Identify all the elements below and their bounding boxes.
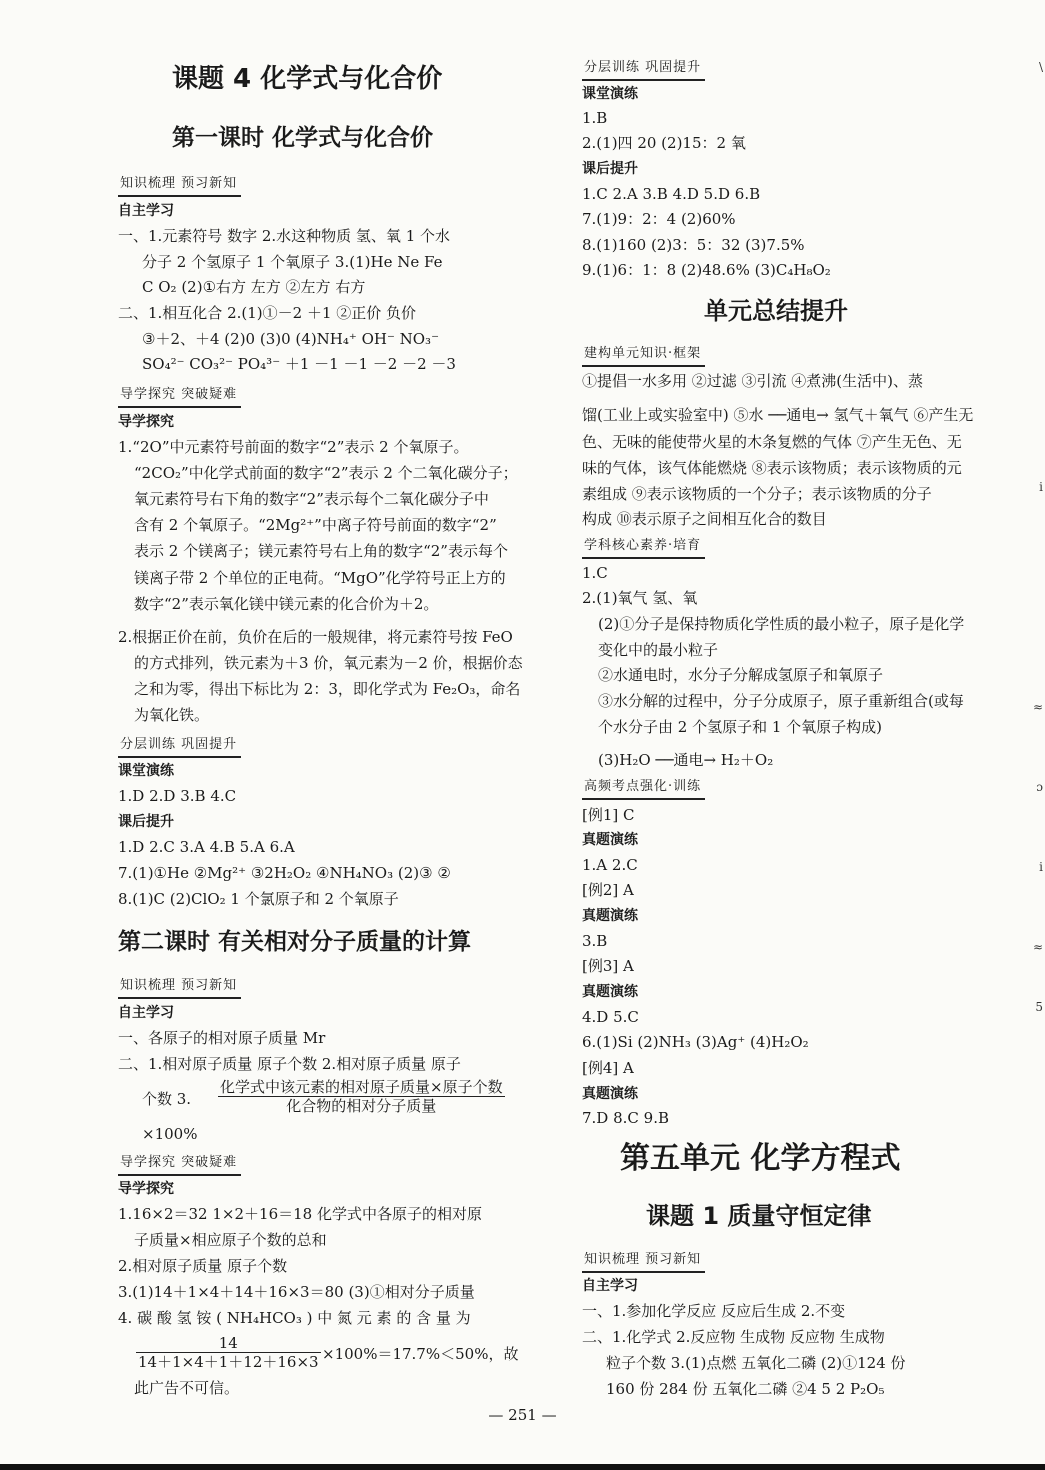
text-line: 1.B [582,109,608,127]
bottom-edge-bar [0,1464,1045,1470]
text-line: 此广告不可信。 [134,1379,240,1397]
text-line: 4. 碳 酸 氢 铵 ( NH₄HCO₃ ) 中 氮 元 素 的 含 量 为 [118,1309,471,1327]
subsection-heading: 自主学习 [582,1278,638,1294]
subsection-heading: 真题演练 [582,832,638,848]
text-line: 2.根据正价在前，负价在后的一般规律，将元素符号按 FeO [118,628,513,646]
text-line: [例4] A [582,1059,634,1077]
text-line: 7.(1)①He ②Mg²⁺ ③2H₂O₂ ④NH₄NO₃ (2)③ ② [118,864,451,882]
section-tag: 导学探究 突破疑难 [118,1153,241,1176]
subsection-heading: 导学探究 [118,1181,174,1197]
fraction [136,1334,321,1371]
text-line: 个数 3. [142,1090,192,1108]
text-line: 1.A 2.C [582,856,638,874]
text-line: 8.(1)C (2)ClO₂ 1 个氯原子和 2 个氧原子 [118,890,399,908]
text-line: 为氧化铁。 [134,706,210,724]
text-line: 一、1.元素符号 数字 2.水这种物质 氢、氧 1 个水 [118,227,451,245]
text-line: 1.C 2.A 3.B 4.D 5.D 6.B [582,185,761,203]
subsection-heading: 真题演练 [582,908,638,924]
text-line: 7.(1)9：2：4 (2)60% [582,210,736,228]
text-line: 2.相对原子质量 原子个数 [118,1257,288,1275]
text-line: 表示 2 个镁离子；镁元素符号右上角的数字“2”表示每个 [134,542,508,560]
text-line: 味的气体，该气体能燃烧 ⑧表示该物质；表示该物质的元 [582,459,962,477]
text-line: 数字“2”表示氧化镁中镁元素的化合价为＋2。 [134,595,439,613]
text-line: 馏(工业上或实验室中) ⑤水 ──通电→ 氢气＋氧气 ⑥产生无 [582,406,974,424]
text-line: 9.(1)6：1：8 (2)48.6% (3)C₄H₈O₂ [582,261,831,279]
text-line: 二、1.相对原子质量 原子个数 2.相对原子质量 原子 [118,1055,461,1073]
text-line: [例2] A [582,881,634,899]
text-line: ③水分解的过程中，分子分成原子，原子重新组合(或每 [598,692,964,710]
section-tag: 知识梳理 预习新知 [582,1250,705,1273]
text-line: 160 份 284 份 五氧化二磷 ②4 5 2 P₂O₅ [606,1380,885,1398]
heading: 课题 1 质量守恒定律 [646,1202,872,1230]
text-line: 子质量×相应原子个数的总和 [134,1231,327,1249]
text-line: 3.(1)14＋1×4＋14＋16×3＝80 (3)①相对分子质量 [118,1283,475,1301]
text-line: 个水分子由 2 个氢原子和 1 个氧原子构成) [598,718,883,736]
section-tag: 分层训练 巩固提升 [582,58,705,81]
heading: 单元总结提升 [704,297,848,325]
text-line: 色、无味的能使带火星的木条复燃的气体 ⑦产生无色、无 [582,433,962,451]
text-line: [例1] C [582,806,635,824]
text-line: 6.(1)Si (2)NH₃ (3)Ag⁺ (4)H₂O₂ [582,1033,809,1051]
text-line: (2)①分子是保持物质化学性质的最小粒子，原子是化学 [598,615,965,633]
text-line: ×100%＝17.7%＜50%，故 [322,1345,519,1363]
subsection-heading: 自主学习 [118,203,174,219]
text-line: ①提倡一水多用 ②过滤 ③引流 ④煮沸(生活中)、蒸 [582,372,924,390]
text-line: ③＋2、＋4 (2)0 (3)0 (4)NH₄⁺ OH⁻ NO₃⁻ [142,330,439,348]
text-line: C O₂ (2)①右方 左方 ②左方 右方 [142,278,366,296]
section-tag: 知识梳理 预习新知 [118,976,241,999]
text-line: 的方式排列，铁元素为＋3 价，氧元素为－2 价，根据价态 [134,654,523,672]
section-tag: 分层训练 巩固提升 [118,735,241,758]
subsection-heading: 导学探究 [118,414,174,430]
subsection-heading: 真题演练 [582,984,638,1000]
fraction-denominator: 化合物的相对分子质量 [286,1097,437,1115]
section-tag: 知识梳理 预习新知 [118,174,241,197]
page-number: — 251 — [488,1406,557,1424]
text-line: SO₄²⁻ CO₃²⁻ PO₄³⁻ ＋1 －1 －1 －2 －2 －3 [142,355,456,373]
fraction-numerator: 化学式中该元素的相对原子质量×原子个数 [220,1078,503,1096]
subsection-heading: 课堂演练 [118,763,174,779]
text-line: 镁离子带 2 个单位的正电荷。“MgO”化学符号正上方的 [134,569,506,587]
section-tag: 学科核心素养·培育 [582,536,705,559]
heading: 第二课时 有关相对分子质量的计算 [118,929,472,955]
text-line: 之和为零，得出下标比为 2：3，即化学式为 Fe₂O₃，命名 [134,680,521,698]
text-line: 1.16×2＝32 1×2＋16＝18 化学式中各原子的相对原 [118,1205,482,1223]
fraction-denominator: 14＋1×4＋1＋12＋16×3 [138,1353,319,1371]
text-line: 3.B [582,932,608,950]
section-tag: 建构单元知识·框架 [582,344,705,367]
text-line: 1.D 2.D 3.B 4.C [118,787,237,805]
text-line: ×100% [142,1125,198,1143]
text-line: 含有 2 个氧原子。“2Mg²⁺”中离子符号前面的数字“2” [134,516,497,534]
text-line: 4.D 5.C [582,1008,639,1026]
text-line: 氧元素符号右下角的数字“2”表示每个二氧化碳分子中 [134,490,489,508]
heading: 课题 4 化学式与化合价 [172,64,443,94]
section-tag: 导学探究 突破疑难 [118,385,241,408]
text-line: 一、1.参加化学反应 反应后生成 2.不变 [582,1302,846,1320]
text-line: 构成 ⑩表示原子之间相互化合的数目 [582,510,827,528]
text-line: 1.D 2.C 3.A 4.B 5.A 6.A [118,838,295,856]
text-line: 粒子个数 3.(1)点燃 五氧化二磷 (2)①124 份 [606,1354,906,1372]
subsection-heading: 课堂演练 [582,86,638,102]
text-line: 2.(1)氧气 氢、氧 [582,589,698,607]
heading: 第五单元 化学方程式 [620,1141,901,1176]
text-line: ②水通电时，水分子分解成氢原子和氧原子 [598,666,884,684]
text-line: 7.D 8.C 9.B [582,1109,669,1127]
subsection-heading: 课后提升 [118,814,174,830]
text-line: 分子 2 个氢原子 1 个氧原子 3.(1)He Ne Fe [142,253,443,271]
right-page-edge: \ i ≈ ɔ i ≈ 5 [1032,60,1043,1014]
subsection-heading: 真题演练 [582,1086,638,1102]
text-line: “2CO₂”中化学式前面的数字“2”表示 2 个二氧化碳分子； [134,464,518,482]
text-line: 8.(1)160 (2)3：5：32 (3)7.5% [582,236,805,254]
text-line: 素组成 ⑨表示该物质的一个分子；表示该物质的分子 [582,485,932,503]
text-line: 1.C [582,564,608,582]
text-line: 一、各原子的相对原子质量 Mr [118,1029,326,1047]
section-tag: 高频考点强化·训练 [582,777,705,800]
text-line: 变化中的最小粒子 [598,641,719,659]
text-line: (3)H₂O ──通电→ H₂＋O₂ [598,751,774,769]
heading: 第一课时 化学式与化合价 [172,125,434,151]
text-line: 1.“2O”中元素符号前面的数字“2”表示 2 个氧原子。 [118,438,469,456]
text-line: 二、1.化学式 2.反应物 生成物 反应物 生成物 [582,1328,885,1346]
fraction-numerator: 14 [136,1334,321,1353]
text-line: [例3] A [582,957,634,975]
subsection-heading: 自主学习 [118,1005,174,1021]
subsection-heading: 课后提升 [582,161,638,177]
text-line: 2.(1)四 20 (2)15：2 氧 [582,134,746,152]
text-line: 二、1.相互化合 2.(1)①－2 ＋1 ②正价 负价 [118,304,417,322]
fraction [218,1078,505,1115]
